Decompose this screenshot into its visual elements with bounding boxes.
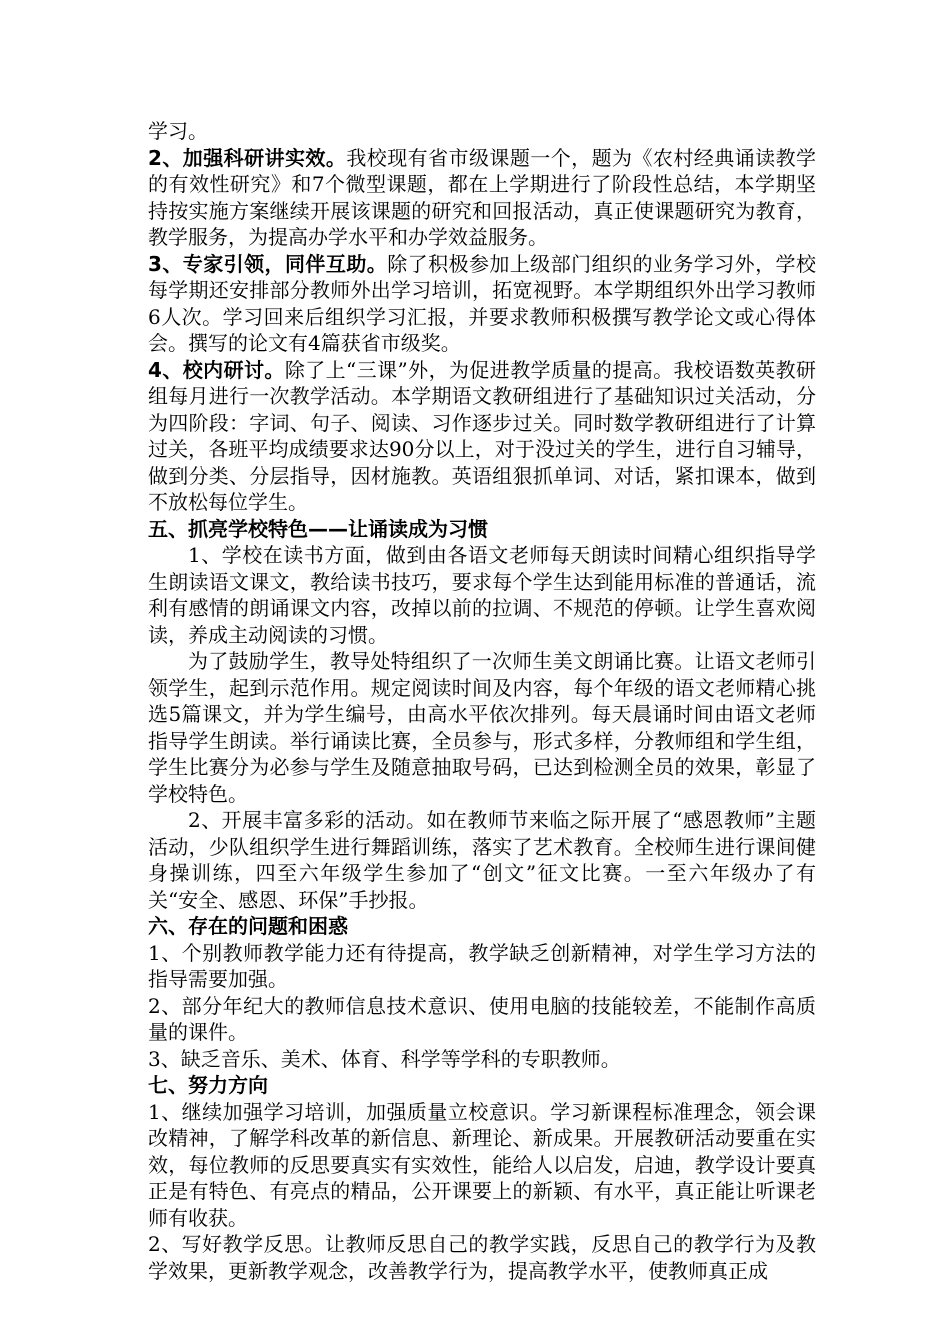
- section-heading-5: 五、抓亮学校特色——让诵读成为习惯: [148, 516, 488, 541]
- paragraph-problem-1: 1、个别教师教学能力还有待提高，教学缺乏创新精神，对学生学习方法的指导需要加强。: [148, 940, 816, 991]
- section-heading-6: 六、存在的问题和困惑: [148, 914, 348, 938]
- paragraph-school-discussion-lead: 4、校内研讨。: [148, 357, 285, 382]
- paragraph-direction-1: 1、继续加强学习培训，加强质量立校意识。学习新课程标准理念，领会课改精神，了解学科改革的新信息、新理论、新成果。开展教研活动要重在实效，每位教师的反思要真实有实效性，能给人以启发，启迪，教学设计要真正是有特色、有亮点的精品，公开课要上的新颖、有水平，真正能让听课老师有收获。: [148, 1099, 816, 1230]
- paragraph-problem-3: 3、缺乏音乐、美术、体育、科学等学科的专职教师。: [148, 1046, 621, 1071]
- paragraph-research: [148, 145, 816, 251]
- paragraph-expert: [148, 251, 816, 357]
- paragraph-problem-2: 2、部分年纪大的教师信息技术意识、使用电脑的技能较差，不能制作高质量的课件。: [148, 993, 816, 1044]
- section-heading-7: 七、努力方向: [148, 1073, 268, 1097]
- paragraph-reading: 1、学校在读书方面，做到由各语文老师每天朗读时间精心组织指导学生朗读语文课文，教给读书技巧，要求每个学生达到能用标准的普通话，流利有感情的朗诵课文内容，改掉以前的拉调、不规范的停顿。让学生喜欢阅读，养成主动阅读的习惯。: [148, 543, 816, 647]
- paragraph-expert-lead: 3、专家引领，同伴互助。: [148, 251, 388, 276]
- paragraph-research-text: 我校现有省市级课题一个，题为《农村经典诵读教学的有效性研究》和7个微型课题，都在上学期进行了阶段性总结，本学期坚持按实施方案继续开展该课题的研究和回报活动，真正使课题研究为教育，教学服务，为提高办学水平和办学效益服务。: [148, 145, 817, 249]
- paragraph-school-discussion-text: 除了上“三课”外，为促进教学质量的提高。我校语数英教研组每月进行一次教学活动。本学期语文教研组进行了基础知识过关活动，分为四阶段：字词、句子、阅读、习作逐步过关。同时数学教研组进行了计算过关，各班平均成绩要求达90分以上，对于没过关的学生，进行自习辅导，做到分类、分层指导，因材施教。英语组狠抓单词、对话，紧扣课本，做到不放松每位学生。: [148, 357, 816, 514]
- paragraph-school-discussion: [148, 357, 816, 516]
- paragraph-expert-text: 除了积极参加上级部门组织的业务学习外，学校每学期还安排部分教师外出学习培训，拓宽视野。本学期组织外出学习教师6人次。学习回来后组织学习汇报，并要求教师积极撰写教学论文或心得体会。撰写的论文有4篇获省市级奖。: [148, 251, 817, 355]
- paragraph-direction-2: 2、写好教学反思。让教师反思自己的教学实践，反思自己的教学行为及教学效果，更新教学观念，改善教学行为，提高教学水平，使教师真正成: [148, 1232, 816, 1283]
- document-page: [148, 118, 816, 1284]
- paragraph-competition: 为了鼓励学生，教导处特组织了一次师生美文朗诵比赛。让语文老师引领学生，起到示范作用。规定阅读时间及内容，每个年级的语文老师精心挑选5篇课文，并为学生编号，由高水平依次排列。每天晨诵时间由语文老师指导学生朗读。举行诵读比赛，全员参与，形式多样，分教师组和学生组，学生比赛分为必参与学生及随意抽取号码，已达到检测全员的效果，彰显了学校特色。: [148, 649, 816, 806]
- paragraph-research-lead: 2、加强科研讲实效。: [148, 145, 347, 170]
- paragraph-activities: 2、开展丰富多彩的活动。如在教师节来临之际开展了“感恩教师”主题活动，少队组织学生进行舞蹈训练，落实了艺术教育。全校师生进行课间健身操训练，四至六年级学生参加了“创文”征文比赛。一至六年级办了有关“安全、感恩、环保”手抄报。: [148, 808, 816, 912]
- paragraph-continuation: 学习。: [148, 119, 208, 143]
